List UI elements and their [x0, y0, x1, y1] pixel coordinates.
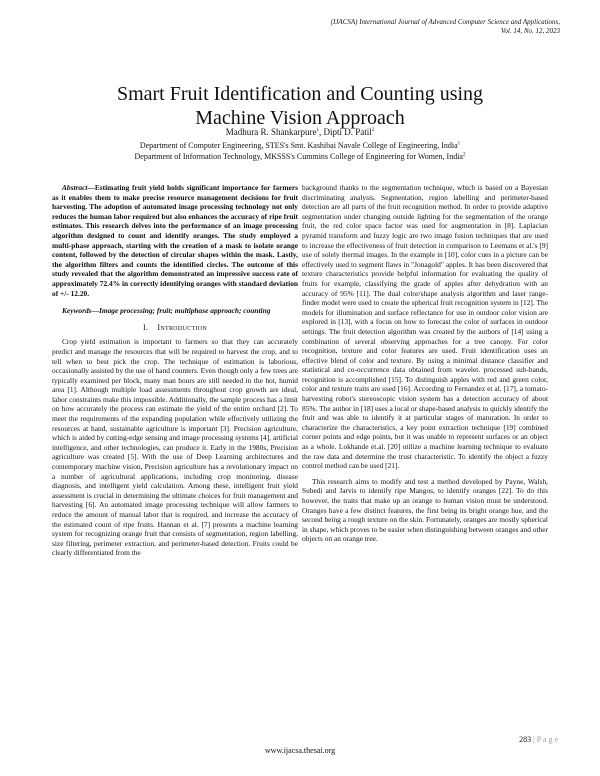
author-separator: , — [318, 127, 324, 137]
abstract-text: —Estimating fruit yield holds significant importance for farmers as it enables them to make precise resource management decisions for fruit harvesting. The adoption of automated image processing technology not only reduces the human labor required but also enhances the accuracy of ripe fruit estimates. This research delves into the performance of an image processing algorithm designed to count and identify oranges. The study employed a multi-phase approach, starting with the creation of a mask to isolate orange content, followed by the detection of circular shapes within the mask. Lastly, the algorithm filters and counts the identified circles. The outcome of this study revealed that the algorithm demonstrated an impressive success rate of approximately 72.4% in correctly identifying oranges with standard deviation of +/- 12.20. — [52, 183, 298, 298]
right-column — [302, 183, 548, 544]
author-2-sup: 2 — [371, 128, 375, 133]
title-line-1: Smart Fruit Identification and Counting using — [116, 83, 484, 105]
abstract-label: Abstract — [62, 183, 88, 192]
journal-volume: Vol. 14, No. 12, 2023 — [500, 27, 560, 35]
author-2: Dipti D. Patil — [323, 127, 372, 137]
intro-paragraph-3: This research aims to modify and test a method developed by Payne, Walsh, Subedi and Jarvis to identify ripe Mangos, to identify oranges [22]. To do this however, the traits that make up an orange to human vision must be understood. Oranges have a few distinct features, the first being its bright orange hue, and the second being a rough texture on the skin. Fortunately, oranges are mostly spherical in shape, which proves to be easier when distinguishing between oranges and other objects on an orange tree. — [302, 476, 548, 544]
section-number: I. — [142, 322, 149, 332]
abstract — [52, 183, 298, 298]
keywords-text: —Image processing; fruit; multiphase approach; counting — [91, 306, 271, 316]
section-title: Introduction — [157, 322, 208, 332]
intro-paragraph-1: Crop yield estimation is important to farmers so that they can accurately predict and manage the resources that will be required to harvest the crop, and to tell when to best pick the crop. The technique of estimation is laborious, occasionally assisted by the use of hand counters. Even though only a few trees are typically examined per block, many man hours are still needed in the hot, humid area [1]. Although multiple load assessments throughout crop growth are ideal, labor constraints make this impossible. Additionally, the sample process has a limit on how accurately the process can estimate the yield of the entire orchard [2]. To meet the requirements of the expanding population while effectively utilizing the resources at hand, sustainable agriculture is important [3]. Precision agriculture, which is aided by cutting-edge sensing and image processing systems [4], artificial intelligence, and other technologies, can produce it. Early in the 1980s, Precision agriculture was created [5]. With the use of Deep Learning architectures and contemporary machine vision, Precision agriculture has a revolutionary impact on a number of agricultural applications, including crop monitoring, disease diagnosis, and intelligent yield calculation. Among these, intelligent fruit yield assessment is crucial in determining the ultimate choices for fruit management and harvesting [6]. An automated image processing technique will allow farmers to reduce the amount of manual labor that is required, and increase the accuracy of the estimated count of ripe fruits. Hannan et al. [7] presents a machine learning system for recognizing orange fruit that consists of segmentation, region labelling, size filtering, perimeter extraction, and perimeter-based detection. Fruits could be clearly differentiated from the — [52, 337, 298, 558]
paper-title — [40, 82, 560, 130]
left-column — [52, 183, 298, 558]
author-1: Madhura R. Shankarpure — [225, 127, 317, 137]
journal-url: www.ijacsa.thesai.org — [264, 746, 336, 755]
page-separator: | — [531, 735, 537, 744]
author-list — [40, 127, 560, 138]
page-label: P a g e — [536, 735, 558, 744]
keywords — [52, 306, 298, 316]
journal-header — [160, 18, 560, 36]
journal-name: (IJACSA) International Journal of Advanced Computer Science and Applications, — [330, 18, 560, 26]
author-1-sup: 1 — [316, 128, 319, 133]
page-number-value: 283 — [519, 735, 532, 744]
affiliation-2 — [40, 152, 560, 162]
affiliation-2-sup: 2 — [462, 152, 466, 158]
title-line-2: Machine Vision Approach — [195, 107, 405, 129]
affiliation-2-text: Department of Information Technology, MKSSS's Cummins College of Engineering for Women, India — [134, 152, 463, 161]
affiliation-1-text: Department of Computer Engineering, STES's Smt. Kashibai Navale College of Engineering, India — [139, 141, 458, 150]
section-heading-introduction — [52, 323, 298, 333]
affiliation-1-sup: 1 — [457, 141, 461, 147]
keywords-label: Keywords — [62, 306, 92, 316]
affiliation-1 — [40, 141, 560, 151]
page-number — [519, 735, 558, 744]
intro-paragraph-2: background thanks to the segmentation technique, which is based on a Bayesian discriminating analysis. Segmentation, region labelling and perimeter-based detection are all parts of the fruit recognition method. In order to provide adaptive segmentation under changing outside lighting for the segmentation of the orange fruit, the red color space factor was used for augmentation in [8]. Laplacian pyramid transform and fuzzy logic are two image fusion techniques that are used to increase the effectiveness of fruit detection in comparison to Leemans et al.'s [9] use of solely thermal images. In the example in [10], color cues in a picture can be effectively used to segment flaws in "Jonagold" apples. It has been discovered that texture characteristics provide helpful information for evaluating the quality of fruits for example, classifying the grade of apples after dehydration with an accuracy of 95% [11]. The dual color/shape analysis algorithm and laser range-finder model were used to create the spherical fruit recognition system in [12]. The models for illumination and surface reflectance for use in outdoor color vision are explored in [13], with a focus on how to forecast the color of surfaces in outdoor settings. The fruit detection algorithm was created by the authors of [14] using a combination of several observing approaches for a tree canopy. For color recognition, texture and color features are used. Fruit identification uses an effective blend of color and texture. By using a minimal distance classifier and statistical and co-occurrence data obtained from wavelet. processed sub-bands, recognition is accomplished [15]. To distinguish apples with red and green color, color and texture traits are used [16]. According to Fernandez et al. [17], a tomato-harvesting robot's stereoscopic vision system has a detection accuracy of about 85%. The author in [18] uses a local or shape-based analysis to quickly identify the fruit and was able to identify it at particular stages of maturation. In order to characterize the characteristics, a key point extraction technique [19] combined corner points and edge points, but it was unable to represent surfaces or an object as a whole. Lokhande et.al. [20] utilize a machine learning technique to evaluate the raw data and determine the trust characteristic. To identify the object a fuzzy control method can be used [21]. — [302, 183, 548, 471]
